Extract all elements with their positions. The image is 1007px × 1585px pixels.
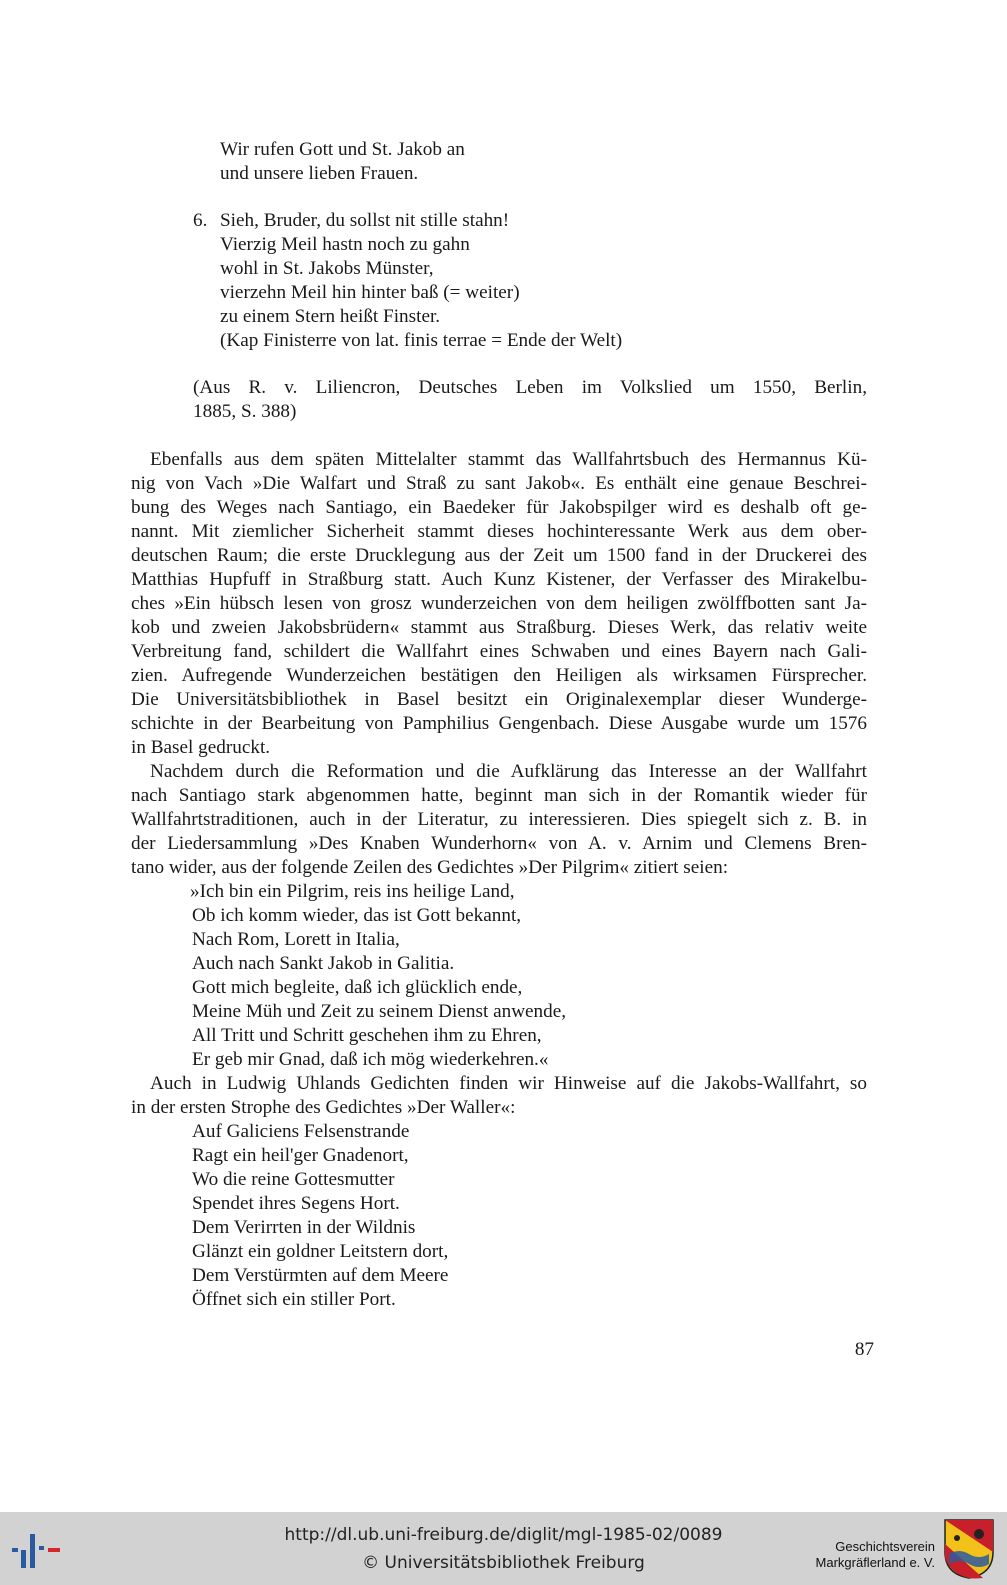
poem-line: »Ich bin ein Pilgrim, reis ins heilige Land, [190, 881, 515, 902]
poem-line: Glänzt ein goldner Leitstern dort, [192, 1241, 449, 1262]
poem-line: All Tritt und Schritt geschehen ihm zu Ehren, [192, 1025, 542, 1046]
verse-line: wohl in St. Jakobs Münster, [220, 258, 434, 279]
paragraph-line: ches »Ein hübsch lesen von grosz wunderzeichen von dem heiligen zwölffbotten sant Ja- [131, 593, 867, 614]
verse-line: Wir rufen Gott und St. Jakob an [220, 139, 465, 160]
paragraph-line: schichte in der Bearbeitung von Pamphilius Gengenbach. Diese Ausgabe wurde um 1576 [131, 713, 867, 734]
poem-line: Auf Galiciens Felsenstrande [192, 1121, 410, 1142]
paragraph-line: in Basel gedruckt. [131, 737, 271, 758]
paragraph-line: deutschen Raum; die erste Drucklegung aus der Zeit um 1500 fand in der Druckerei des [131, 545, 867, 566]
paragraph-line: Nachdem durch die Reformation und die Aufklärung das Interesse an der Wallfahrt [150, 761, 867, 782]
page-number: 87 [854, 1339, 874, 1360]
verse-line: (Kap Finisterre von lat. finis terrae = Ende der Welt) [220, 330, 623, 351]
verse-line: vierzehn Meil hin hinter baß (= weiter) [220, 282, 520, 303]
verse-line: zu einem Stern heißt Finster. [220, 306, 441, 327]
poem-line: Ragt ein heil'ger Gnadenort, [192, 1145, 409, 1166]
paragraph-line: kob und zweien Jakobsbrüdern« stammt aus Straßburg. Dieses Werk, das relativ weite [131, 617, 867, 638]
paragraph-line: nannt. Mit ziemlicher Sicherheit stammt dieses hochinteressante Werk aus dem ober- [131, 521, 867, 542]
paragraph-line: der Liedersammlung »Des Knaben Wunderhorn« von A. v. Arnim und Clemens Bren- [131, 833, 867, 854]
poem-line: Gott mich begleite, daß ich glücklich ende, [192, 977, 523, 998]
poem-line: Dem Verirrten in der Wildnis [192, 1217, 416, 1238]
verse-line: und unsere lieben Frauen. [220, 163, 419, 184]
poem-line: Dem Verstürmten auf dem Meere [192, 1265, 449, 1286]
source-citation: (Aus R. v. Liliencron, Deutsches Leben im Volkslied um 1550, Berlin, [193, 377, 867, 398]
paragraph-line: Die Universitätsbibliothek in Basel besitzt ein Originalexemplar dieser Wunderge- [131, 689, 867, 710]
verse-line: Sieh, Bruder, du sollst nit stille stahn! [220, 210, 510, 231]
paragraph-line: Ebenfalls aus dem späten Mittelalter stammt das Wallfahrtsbuch des Hermannus Kü- [150, 449, 867, 470]
paragraph-line: Auch in Ludwig Uhlands Gedichten finden wir Hinweise auf die Jakobs-Wallfahrt, so [150, 1073, 867, 1094]
source-citation: 1885, S. 388) [193, 401, 297, 422]
paragraph-line: tano wider, aus der folgende Zeilen des Gedichtes »Der Pilgrim« zitiert seien: [131, 857, 729, 878]
paragraph-line: nig von Vach »Die Walfart und Straß zu sant Jakob«. Es enthält eine genaue Beschrei- [131, 473, 867, 494]
footer-org-line: Markgräflerland e. V. [815, 1555, 935, 1570]
poem-line: Wo die reine Gottesmutter [192, 1169, 395, 1190]
poem-line: Ob ich komm wieder, das ist Gott bekannt, [192, 905, 522, 926]
footer-org-line: Geschichtsverein [835, 1539, 935, 1554]
poem-line: Öffnet sich ein stiller Port. [192, 1289, 396, 1310]
paragraph-line: zien. Aufregende Wunderzeichen bestätigen den Heiligen als wirksamen Fürsprecher. [131, 665, 867, 686]
paragraph-line: in der ersten Strophe des Gedichtes »Der Waller«: [131, 1097, 516, 1118]
footer-copyright: © Universitätsbibliothek Freiburg [362, 1553, 645, 1573]
paragraph-line: bung des Weges nach Santiago, ein Baedeker für Jakobspilger wird es deshalb oft ge- [131, 497, 867, 518]
coat-of-arms-icon [943, 1518, 995, 1580]
poem-line: Auch nach Sankt Jakob in Galitia. [192, 953, 455, 974]
poem-line: Er geb mir Gnad, daß ich mög wiederkehren.« [192, 1049, 549, 1070]
footer-organization[interactable] [816, 1539, 935, 1571]
poem-line: Nach Rom, Lorett in Italia, [192, 929, 400, 950]
poem-line: Spendet ihres Segens Hort. [192, 1193, 400, 1214]
paragraph-line: nach Santiago stark abgenommen hatte, beginnt man sich in der Romantik wieder für [131, 785, 867, 806]
poem-line: Meine Müh und Zeit zu seinem Dienst anwende, [192, 1001, 567, 1022]
footer-bar [0, 1512, 1007, 1585]
stanza-number: 6. [193, 210, 208, 231]
paragraph-line: Matthias Hupfuff in Straßburg statt. Auch Kunz Kistener, der Verfasser des Mirakelbu- [131, 569, 867, 590]
paragraph-line: Wallfahrtstraditionen, auch in der Literatur, zu interessieren. Dies spiegelt sich z. B. in [131, 809, 867, 830]
verse-line: Vierzig Meil hastn noch zu gahn [220, 234, 470, 255]
footer-url[interactable]: http://dl.ub.uni-freiburg.de/diglit/mgl-1985-02/0089 [284, 1525, 723, 1545]
paragraph-line: Verbreitung fand, schildert die Wallfahrt eines Schwaben und eines Bayern nach Gali- [131, 641, 867, 662]
